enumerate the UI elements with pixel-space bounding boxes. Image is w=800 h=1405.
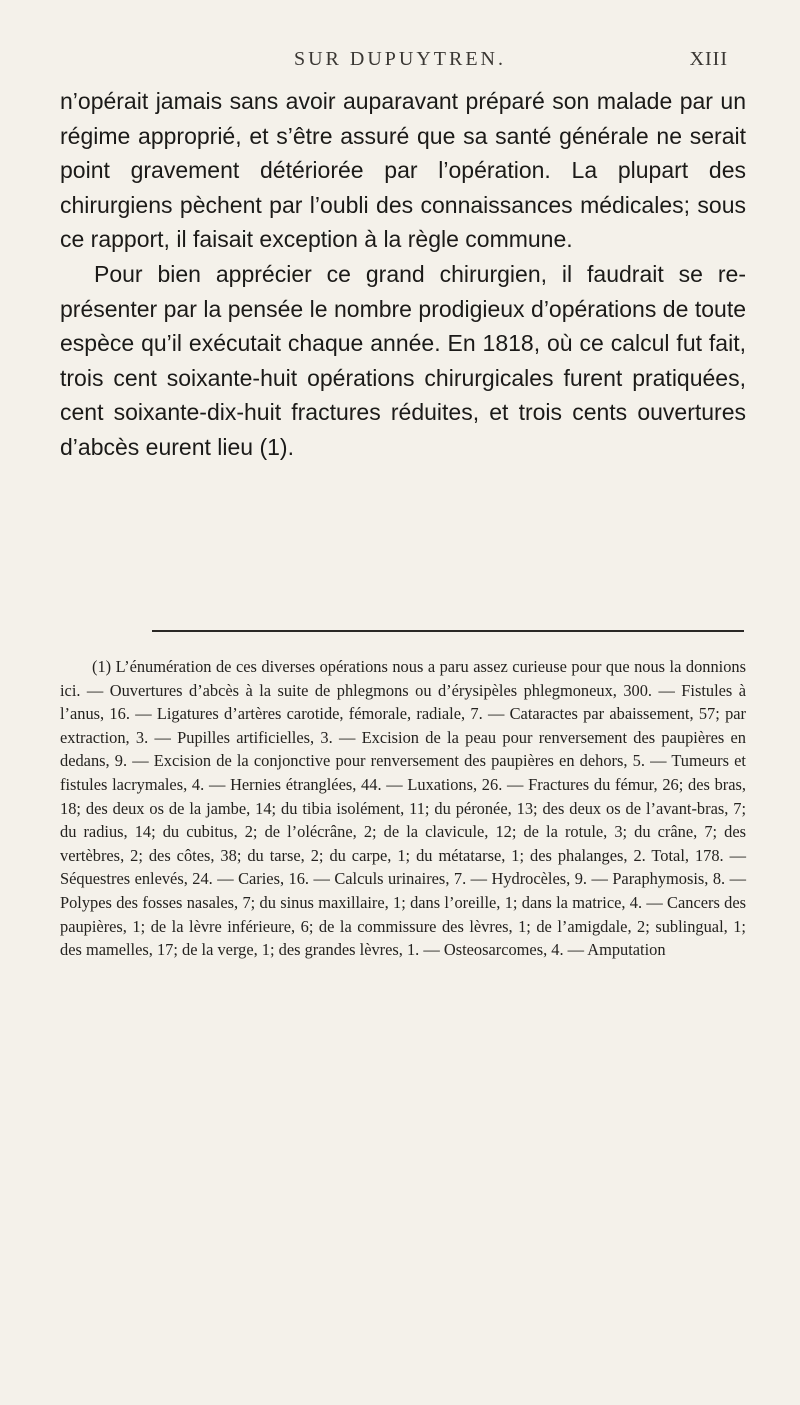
footnote: (1) L’énumération de ces diverses opérations nous a paru assez curieuse pour que nous la donnions ici. — Ouvertures d’abcès à la suite de phlegmons ou d’érysipèles phlegmoneux, 300. — Fistules à l’anus, 16. — Ligatures d’artères carotide, fémorale, radiale, 7. — Cataractes par abaissement, 57; par extraction, 3. — Pupilles artificielles, 3. — Excision de la peau pour renversement des paupières en dedans, 9. — Excision de la conjonctive pour renversement des paupières en dehors, 5. — Tumeurs et fistules lacrymales, 4. — Hernies étranglées, 44. — Luxations, 26. — Fractures du fémur, 26; des bras, 18; des deux os de la jambe, 14; du tibia isolément, 11; du péronée, 13; des deux os de l’avant-bras, 7; du radius, 14; du cubitus, 2; de l’olécrâne, 2; de la clavicule, 12; de la rotule, 3; du crâne, 7; des vertèbres, 2; des côtes, 38; du tarse, 2; du carpe, 1; du métatarse, 1; des phalanges, 2. Total, 178. — Séquestres enlevés, 24. — Caries, 16. — Calculs urinaires, 7. — Hydrocèles, 9. — Paraphymosis, 8. — Polypes des fosses nasales, 7; du sinus maxillaire, 1; dans l’oreille, 1; dans la matrice, 4. — Cancers des paupières, 1; de la lèvre inférieure, 6; de la commissure des lèvres, 1; de l’amigdale, 2; sublingual, 1; des mamelles, 17; de la verge, 1; des grandes lèvres, 1. — Osteosarcomes, 4. — Amputation: [60, 657, 746, 960]
running-title: SUR DUPUYTREN.: [293, 48, 507, 70]
footnote-separator: [152, 630, 744, 632]
page-number: XIII: [689, 48, 728, 70]
paragraph-2: Pour bien apprécier ce grand chirurgien, il faudrait se représenter par la pensée le nombre prodigieux d’opérations de toute espèce qu’il exécutait chaque année. En 1818, où ce calcul fut fait, trois cent soixante-huit opérations chirurgicales furent pratiquées, cent soixante-dix-huit fractures réduites, et trois cents ouvertures d’abcès eurent lieu (1).: [60, 260, 746, 460]
paragraph-1: n’opérait jamais sans avoir auparavant préparé son malade par un régime approprié, et s’être assuré que sa santé générale ne serait point gravement détériorée par l’opération. La plupart des chirurgiens pèchent par l’oubli des connaissances médicales; sous ce rapport, il faisait exception à la règle commune.: [60, 88, 746, 253]
main-text: [60, 84, 746, 465]
running-head: [58, 48, 742, 78]
